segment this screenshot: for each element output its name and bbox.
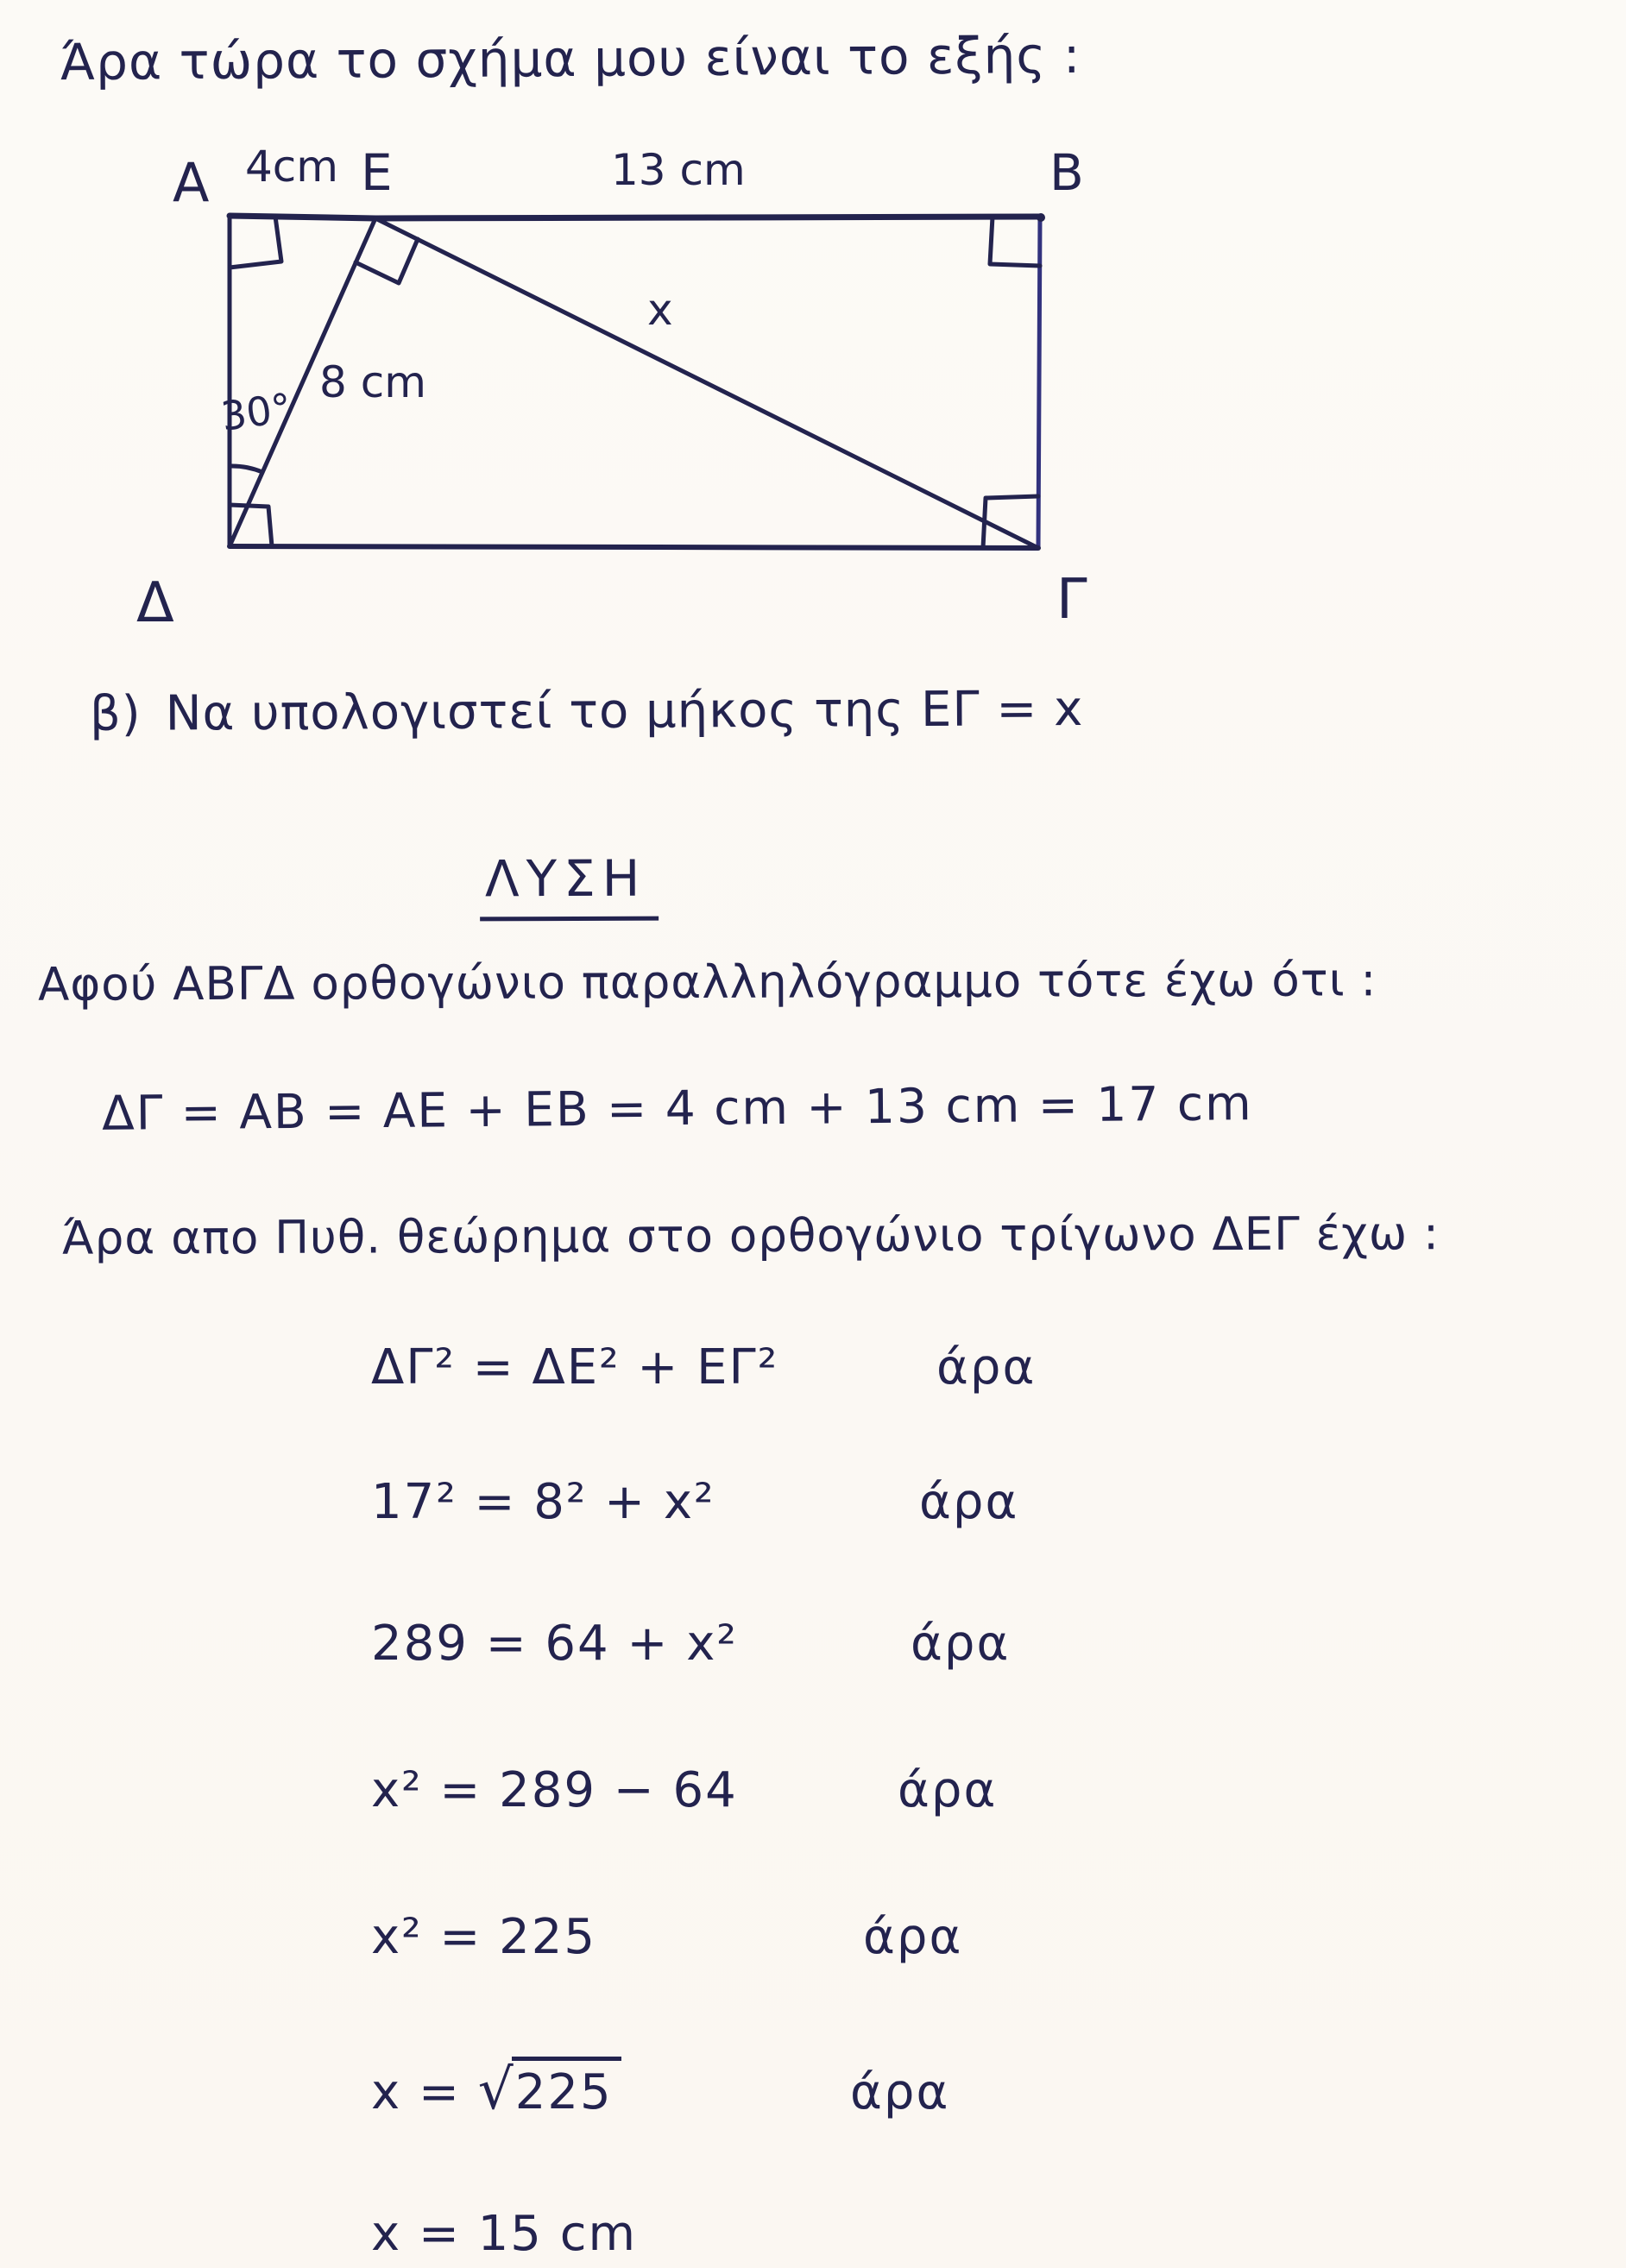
solution-step <box>371 1762 997 1818</box>
segment-eg <box>375 218 1038 548</box>
solution-step <box>371 1616 1010 1672</box>
step-connective: άρα <box>898 1762 998 1818</box>
step-math: x² = 225 <box>371 1909 596 1965</box>
step-math: 17² = 8² + x² <box>371 1474 715 1530</box>
label-length-de: 8 cm <box>319 357 426 407</box>
solution-step <box>371 1474 1018 1530</box>
solution-heading: ΛΥΣΗ <box>480 849 659 922</box>
label-diagonal-x: x <box>647 285 673 335</box>
geometry-diagram <box>76 128 1250 671</box>
label-angle-30: 30° <box>217 383 295 440</box>
right-angle-mark-g <box>983 496 1038 548</box>
step-connective: άρα <box>911 1616 1011 1672</box>
right-angle-mark-d <box>230 505 272 546</box>
step-math: x = 15 cm <box>371 2206 638 2262</box>
sqrt-lhs: x = <box>371 2064 461 2120</box>
solution-step-sqrt <box>371 2057 949 2122</box>
label-length-ae: 4cm <box>245 142 339 192</box>
label-length-eb: 13 cm <box>611 145 746 195</box>
step-connective: άρα <box>850 2064 950 2120</box>
solution-intro: Αφού ΑΒΓΔ ορθογώνιο παραλληλόγραμμο τότε έχω ότι : <box>37 954 1377 1011</box>
question-label: β) <box>89 685 142 743</box>
question-line <box>90 681 1084 742</box>
pythagoras-intro: Άρα απο Πυθ. θεώρημα στο ορθογώνιο τρίγωνο ΔΕΓ έχω : <box>61 1207 1440 1265</box>
page-title: Άρα τώρα το σχήμα μου είναι το εξής : <box>60 25 1081 92</box>
step-math: x² = 289 − 64 <box>371 1762 738 1818</box>
step-connective: άρα <box>936 1339 1037 1395</box>
step-connective: άρα <box>919 1474 1019 1530</box>
solution-step <box>371 1909 962 1965</box>
angle-arc-delta <box>230 466 262 472</box>
label-vertex-b: B <box>1049 143 1084 202</box>
label-vertex-a: A <box>173 151 210 214</box>
radicand: 225 <box>512 2057 621 2120</box>
label-point-e: E <box>361 143 393 202</box>
sides-equation: ΔΓ = ΑΒ = ΑΕ + ΕΒ = 4 cm + 13 cm = 17 cm <box>101 1075 1253 1141</box>
solution-final-answer <box>371 2206 889 2262</box>
step-connective: άρα <box>863 1909 963 1965</box>
label-vertex-delta: Δ <box>136 571 174 635</box>
right-angle-mark-b <box>990 217 1040 266</box>
step-math: ΔΓ² = ΔΕ² + ΕΓ² <box>371 1339 779 1395</box>
label-vertex-gamma: Γ <box>1056 568 1087 632</box>
edge-dg <box>230 546 1038 548</box>
step-math <box>371 2057 850 2122</box>
solution-step <box>371 1339 1036 1395</box>
radical-sign: √ <box>477 2057 515 2122</box>
question-text: Να υπολογιστεί το μήκος της ΕΓ = x <box>165 680 1084 742</box>
radical-expression <box>477 2057 621 2122</box>
right-angle-mark-a <box>230 217 281 268</box>
vertex-dot-b <box>1037 213 1045 222</box>
edge-ab <box>230 216 1040 218</box>
step-math: 289 = 64 + x² <box>371 1616 738 1672</box>
